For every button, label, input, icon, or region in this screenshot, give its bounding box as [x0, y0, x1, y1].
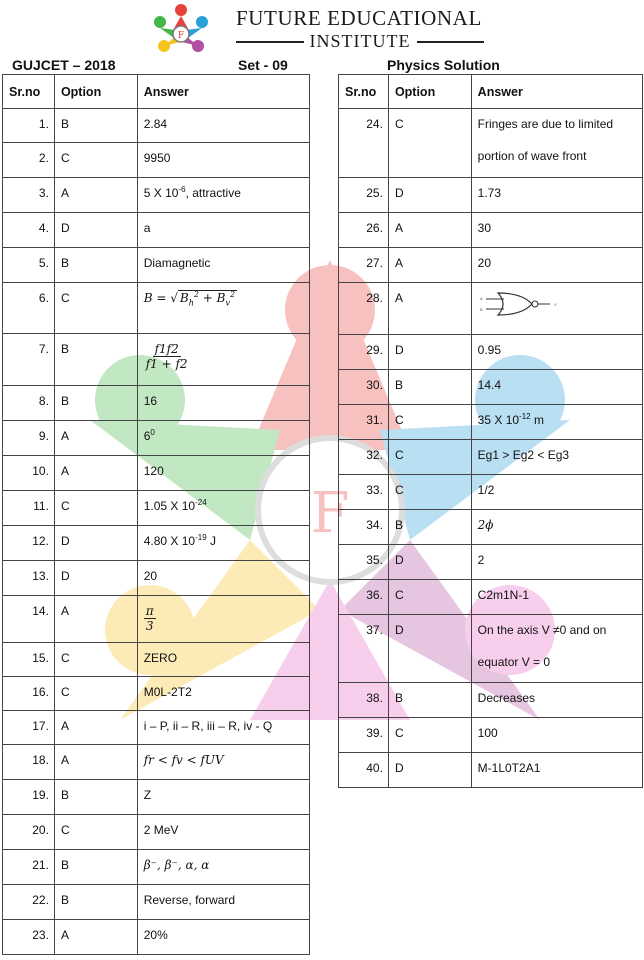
row-number: 32. [339, 440, 389, 475]
row-option: D [388, 753, 471, 788]
row-answer: β⁻, β⁻, α, α [137, 850, 309, 885]
row-option: D [388, 335, 471, 370]
row-answer: 2ϕ [471, 510, 642, 545]
row-option: D [388, 615, 471, 683]
row-number: 13. [3, 561, 55, 596]
row-number: 26. [339, 213, 389, 248]
row-answer: Diamagnetic [137, 248, 309, 283]
row-option: A [54, 421, 137, 456]
row-option: A [54, 456, 137, 491]
answer-table-right [338, 74, 643, 788]
row-option: A [388, 248, 471, 283]
row-answer: 2.84 [137, 109, 309, 143]
table-row [3, 885, 310, 920]
row-option: A [54, 711, 137, 745]
row-option: A [54, 178, 137, 213]
table-header-row [339, 75, 643, 109]
row-number: 38. [339, 683, 389, 718]
row-answer: Decreases [471, 683, 642, 718]
table-row [3, 677, 310, 711]
row-option: C [388, 440, 471, 475]
row-number: 6. [3, 283, 55, 334]
table-row [339, 718, 643, 753]
table-row [3, 491, 310, 526]
row-option: B [54, 109, 137, 143]
row-answer: M-1L0T2A1 [471, 753, 642, 788]
divider [236, 41, 304, 43]
exam-title: GUJCET – 2018 [12, 57, 116, 73]
row-number: 27. [339, 248, 389, 283]
row-number: 8. [3, 386, 55, 421]
row-number: 15. [3, 643, 55, 677]
row-number: 21. [3, 850, 55, 885]
answer-table-left [2, 74, 310, 955]
table-row [3, 780, 310, 815]
row-option: D [388, 178, 471, 213]
row-option: B [54, 780, 137, 815]
svg-text:X: X [553, 302, 557, 307]
row-number: 39. [339, 718, 389, 753]
row-number: 11. [3, 491, 55, 526]
row-option: B [54, 386, 137, 421]
divider [417, 41, 485, 43]
svg-text:F: F [177, 31, 185, 41]
row-option: B [388, 510, 471, 545]
row-answer: 4.80 X $10^{-19}$ J [137, 526, 309, 561]
table-row [339, 683, 643, 718]
row-answer: 1.73 [471, 178, 642, 213]
table-row [3, 213, 310, 248]
table-row [339, 370, 643, 405]
row-number: 12. [3, 526, 55, 561]
row-option: B [388, 370, 471, 405]
row-number: 5. [3, 248, 55, 283]
table-row [3, 526, 310, 561]
row-answer: 9950 [137, 143, 309, 178]
row-option: C [54, 677, 137, 711]
institute-logo-icon [150, 2, 212, 56]
row-option: C [54, 491, 137, 526]
row-answer: 20 [137, 561, 309, 596]
row-option: C [54, 143, 137, 178]
set-number: Set - 09 [238, 57, 288, 73]
row-number: 17. [3, 711, 55, 745]
row-number: 25. [339, 178, 389, 213]
row-number: 24. [339, 109, 389, 178]
row-option: C [388, 718, 471, 753]
row-answer [471, 283, 642, 335]
table-row [3, 850, 310, 885]
table-row [3, 920, 310, 955]
row-number: 9. [3, 421, 55, 456]
row-answer: ZERO [137, 643, 309, 677]
row-number: 14. [3, 596, 55, 643]
svg-text:F: F [310, 481, 350, 546]
row-answer: C2m1N-1 [471, 580, 642, 615]
table-row [339, 510, 643, 545]
row-number: 40. [339, 753, 389, 788]
row-answer [137, 334, 309, 386]
row-option: B [54, 334, 137, 386]
column-header-option: Option [54, 75, 137, 109]
row-answer: M0L-2T2 [137, 677, 309, 711]
row-option: D [54, 526, 137, 561]
row-number: 34. [339, 510, 389, 545]
table-row [3, 143, 310, 178]
row-answer: 2 [471, 545, 642, 580]
table-row [339, 753, 643, 788]
row-option: B [388, 683, 471, 718]
row-answer: On the axis V ≠0 and on equator V = 0 [471, 615, 642, 683]
table-row [339, 248, 643, 283]
row-number: 31. [339, 405, 389, 440]
institute-sub-label: INSTITUTE [309, 31, 411, 51]
row-option: A [388, 213, 471, 248]
row-option: D [54, 213, 137, 248]
row-number: 22. [3, 885, 55, 920]
table-row [339, 283, 643, 335]
row-answer: 100 [471, 718, 642, 753]
row-answer: i – P, ii – R, iii – R, iv - Q [137, 711, 309, 745]
table-row [3, 815, 310, 850]
nor-gate-icon [478, 291, 564, 317]
table-row [339, 440, 643, 475]
row-answer: Reverse, forward [137, 885, 309, 920]
table-row [339, 109, 643, 178]
table-row [339, 335, 643, 370]
row-option: B [54, 850, 137, 885]
row-option: C [388, 109, 471, 178]
row-number: 33. [339, 475, 389, 510]
column-header-answer: Answer [137, 75, 309, 109]
row-answer: a [137, 213, 309, 248]
row-number: 1. [3, 109, 55, 143]
row-option: C [388, 580, 471, 615]
subject-title: Physics Solution [387, 57, 500, 73]
row-number: 23. [3, 920, 55, 955]
table-row [3, 421, 310, 456]
institute-name: FUTURE EDUCATIONAL [236, 6, 482, 30]
table-row [3, 711, 310, 745]
row-answer: 20% [137, 920, 309, 955]
row-number: 18. [3, 745, 55, 780]
column-header-option: Option [388, 75, 471, 109]
row-answer: 120 [137, 456, 309, 491]
row-answer: Fringes are due to limited portion of wave front [471, 109, 642, 178]
table-row [3, 283, 310, 334]
row-answer: 1.05 X $10^{-24}$ [137, 491, 309, 526]
row-number: 28. [339, 283, 389, 335]
table-row [3, 596, 310, 643]
table-row [339, 405, 643, 440]
table-header-row [3, 75, 310, 109]
row-answer: Eg1 > Eg2 < Eg3 [471, 440, 642, 475]
row-number: 37. [339, 615, 389, 683]
row-answer: 1/2 [471, 475, 642, 510]
table-row [339, 545, 643, 580]
table-row [339, 213, 643, 248]
row-answer: 5 X $10^{-6}$, attractive [137, 178, 309, 213]
formula-magnetic-field: B = √ $B_h^2 + B_v^2$ [143, 290, 236, 308]
table-row [3, 561, 310, 596]
row-number: 16. [3, 677, 55, 711]
svg-text:B: B [479, 307, 483, 312]
row-number: 2. [3, 143, 55, 178]
row-option: C [54, 815, 137, 850]
table-row [3, 745, 310, 780]
row-number: 4. [3, 213, 55, 248]
table-row [339, 580, 643, 615]
row-number: 10. [3, 456, 55, 491]
row-number: 3. [3, 178, 55, 213]
table-row [3, 109, 310, 143]
institute-subtitle [236, 31, 484, 52]
row-option: B [54, 885, 137, 920]
row-answer: 16 [137, 386, 309, 421]
row-number: 35. [339, 545, 389, 580]
fraction-pi-over-three: $\frac{\pi}{3}$ [145, 604, 154, 633]
column-header-answer: Answer [471, 75, 642, 109]
row-option: C [388, 405, 471, 440]
row-answer [137, 283, 309, 334]
row-answer: 35 X $10^{-12}$ m [471, 405, 642, 440]
column-header-srno: Sr.no [3, 75, 55, 109]
svg-text:A: A [479, 296, 483, 301]
row-number: 19. [3, 780, 55, 815]
row-number: 29. [339, 335, 389, 370]
row-option: A [54, 920, 137, 955]
table-row [339, 475, 643, 510]
row-option: C [388, 475, 471, 510]
row-number: 36. [339, 580, 389, 615]
row-answer [137, 596, 309, 643]
row-answer: 2 MeV [137, 815, 309, 850]
table-row [339, 178, 643, 213]
row-number: 7. [3, 334, 55, 386]
row-option: D [54, 561, 137, 596]
row-answer: 0.95 [471, 335, 642, 370]
table-row [339, 615, 643, 683]
row-number: 30. [339, 370, 389, 405]
table-row [3, 643, 310, 677]
table-row [3, 334, 310, 386]
table-row [3, 456, 310, 491]
row-answer: 30 [471, 213, 642, 248]
row-option: C [54, 283, 137, 334]
table-row [3, 386, 310, 421]
row-answer: Z [137, 780, 309, 815]
row-answer: 20 [471, 248, 642, 283]
table-row [3, 178, 310, 213]
row-option: C [54, 643, 137, 677]
row-option: D [388, 545, 471, 580]
row-option: A [388, 283, 471, 335]
fraction-focal-length: $\frac{f1f2}{f1 + f2}$ [145, 342, 188, 371]
row-answer: fr < fv < fUV [137, 745, 309, 780]
row-answer: $6^0$ [137, 421, 309, 456]
table-row [3, 248, 310, 283]
row-answer: 14.4 [471, 370, 642, 405]
column-header-srno: Sr.no [339, 75, 389, 109]
row-option: A [54, 596, 137, 643]
row-number: 20. [3, 815, 55, 850]
row-option: A [54, 745, 137, 780]
row-option: B [54, 248, 137, 283]
